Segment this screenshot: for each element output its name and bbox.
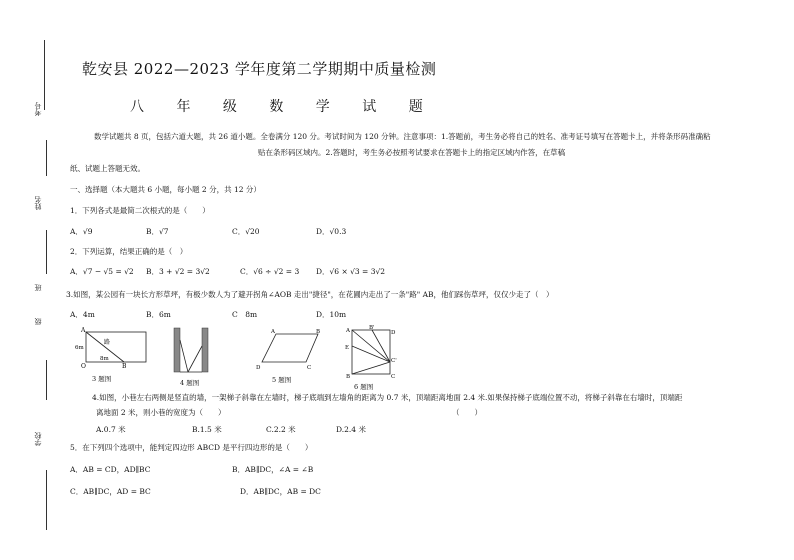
fig5-label-b: B [316,329,321,335]
q2-option-b: B．3 + √2 = 3√2 [146,267,210,276]
fig5-label-c: C [307,365,312,371]
q2-option-a: A．√7 − √5 = √2 [70,267,134,276]
exam-subtitle: 八 年 级 数 学 试 题 [130,99,437,115]
figure-6-caption: 6 题图 [354,383,374,391]
q5-option-b: B．AB∥DC，∠A = ∠B [232,465,314,474]
q1-option-b: B．√7 [146,227,169,236]
margin-label-kaohao: 考号 [34,102,42,116]
fig3-label-6m: 6m [75,345,84,351]
q2-option-c: C．√6 ÷ √2 = 3 [240,267,300,276]
q4-option-a: A.0.7 米 [96,425,126,434]
binding-line-2 [46,140,47,176]
figure-3-lawn [74,326,154,370]
section-heading: 一、选择题（本大题共 6 小题，每小题 2 分，共 12 分） [70,185,261,194]
figure-3-caption: 3 题图 [92,375,112,383]
q3-option-d: D．10m [316,310,347,319]
q5-option-a: A．AB = CD，AD∥BC [70,465,151,474]
q4-option-c: C.2.2 米 [266,425,296,434]
figure-4-alley [172,326,212,376]
q2-stem: 2．下列运算，结果正确的是（ ） [70,247,188,256]
figure-5-caption: 5 题图 [272,376,292,384]
binding-line-5 [46,470,47,530]
fig6-label-b-prime: B' [369,325,375,331]
exam-title: 乾安县 2022—2023 学年度第二学期期中质量检测 [82,60,437,78]
q4-stem-line-2: 离地面 2 米，则小巷的宽度为（ ） [96,408,226,417]
instructions-line-1: 数学试题共 8 页，包括六道大题，共 26 道小题。全卷满分 120 分。考试时间为 120 分钟。注意事项：1.答题前，考生务必将自己的姓名、准考证号填写在答题卡上，并将条形码准确粘 [94,132,711,141]
q5-option-c: C．AB∥DC，AD = BC [70,487,151,496]
q1-stem: 1．下列各式是最简二次根式的是（ ） [70,206,210,215]
instructions-line-2: 贴在条形码区域内。2.答题时，考生务必按照考试要求在答题卡上的指定区域内作答，在草稿 [258,148,566,157]
fig6-label-b: B [346,374,351,380]
q1-option-d: D．√0.3 [316,227,347,236]
margin-label-xingming: 姓名 [34,196,42,210]
figure-5-parallelogram [254,326,324,372]
q3-option-b: B．6m [146,310,171,319]
fig3-label-a: A [81,327,86,334]
q5-option-d: D．AB∥DC，AB = DC [240,487,321,496]
fig3-label-o: O [81,363,86,370]
instructions-line-3: 纸、试题上答题无效。 [70,164,145,173]
q4-option-b: B.1.5 米 [192,425,222,434]
fig5-label-d: D [256,365,261,371]
figure-6-square [342,324,402,382]
fig6-label-d: D [391,330,396,336]
q1-option-c: C．√20 [232,227,260,236]
q4-answer-paren: （ ） [452,408,482,417]
binding-line-4 [46,360,47,400]
binding-line-3 [46,230,47,274]
fig3-label-8m: 8m [100,356,109,362]
fig6-label-e: E [345,345,350,351]
q5-stem: 5．在下列四个选项中，能判定四边形 ABCD 是平行四边形的是（ ） [70,443,313,452]
q3-option-a: A．4m [70,310,95,319]
fig5-label-a: A [271,329,275,335]
q1-option-a: A．√9 [70,227,93,236]
figure-4-caption: 4 题图 [180,379,200,387]
q3-stem: 3.如图，某公园有一块长方形草坪，有极少数人为了避开拐角∠AOB 走出"捷径"，在花圃内走出了一条"路" AB，他们踩伤草坪，仅仅少走了（ ） [66,290,554,299]
binding-line-top [44,40,45,110]
fig6-label-a: A [346,328,350,334]
q2-option-d: D．√6 × √3 = 3√2 [316,267,386,276]
fig6-label-c: C [391,374,396,380]
q3-option-c: C 8m [232,310,258,319]
margin-label-xuexiao: 学校 [34,432,42,446]
fig3-label-road: 路 [104,339,111,346]
fig3-label-b: B [122,363,127,370]
margin-label-ji: 级 [34,318,42,325]
fig6-label-c-prime: C' [391,358,397,364]
margin-label-ban: 班 [34,284,42,291]
q4-option-d: D.2.4 米 [336,425,366,434]
q4-stem-line-1: 4.如图，小巷左右两侧是竖直的墙，一架梯子斜靠在左墙时，梯子底端到左墙角的距离为 0.7 米，顶端距离地面 2.4 米.如果保持梯子底端位置不动，将梯子斜靠在右墙时，顶端距 [92,393,683,402]
